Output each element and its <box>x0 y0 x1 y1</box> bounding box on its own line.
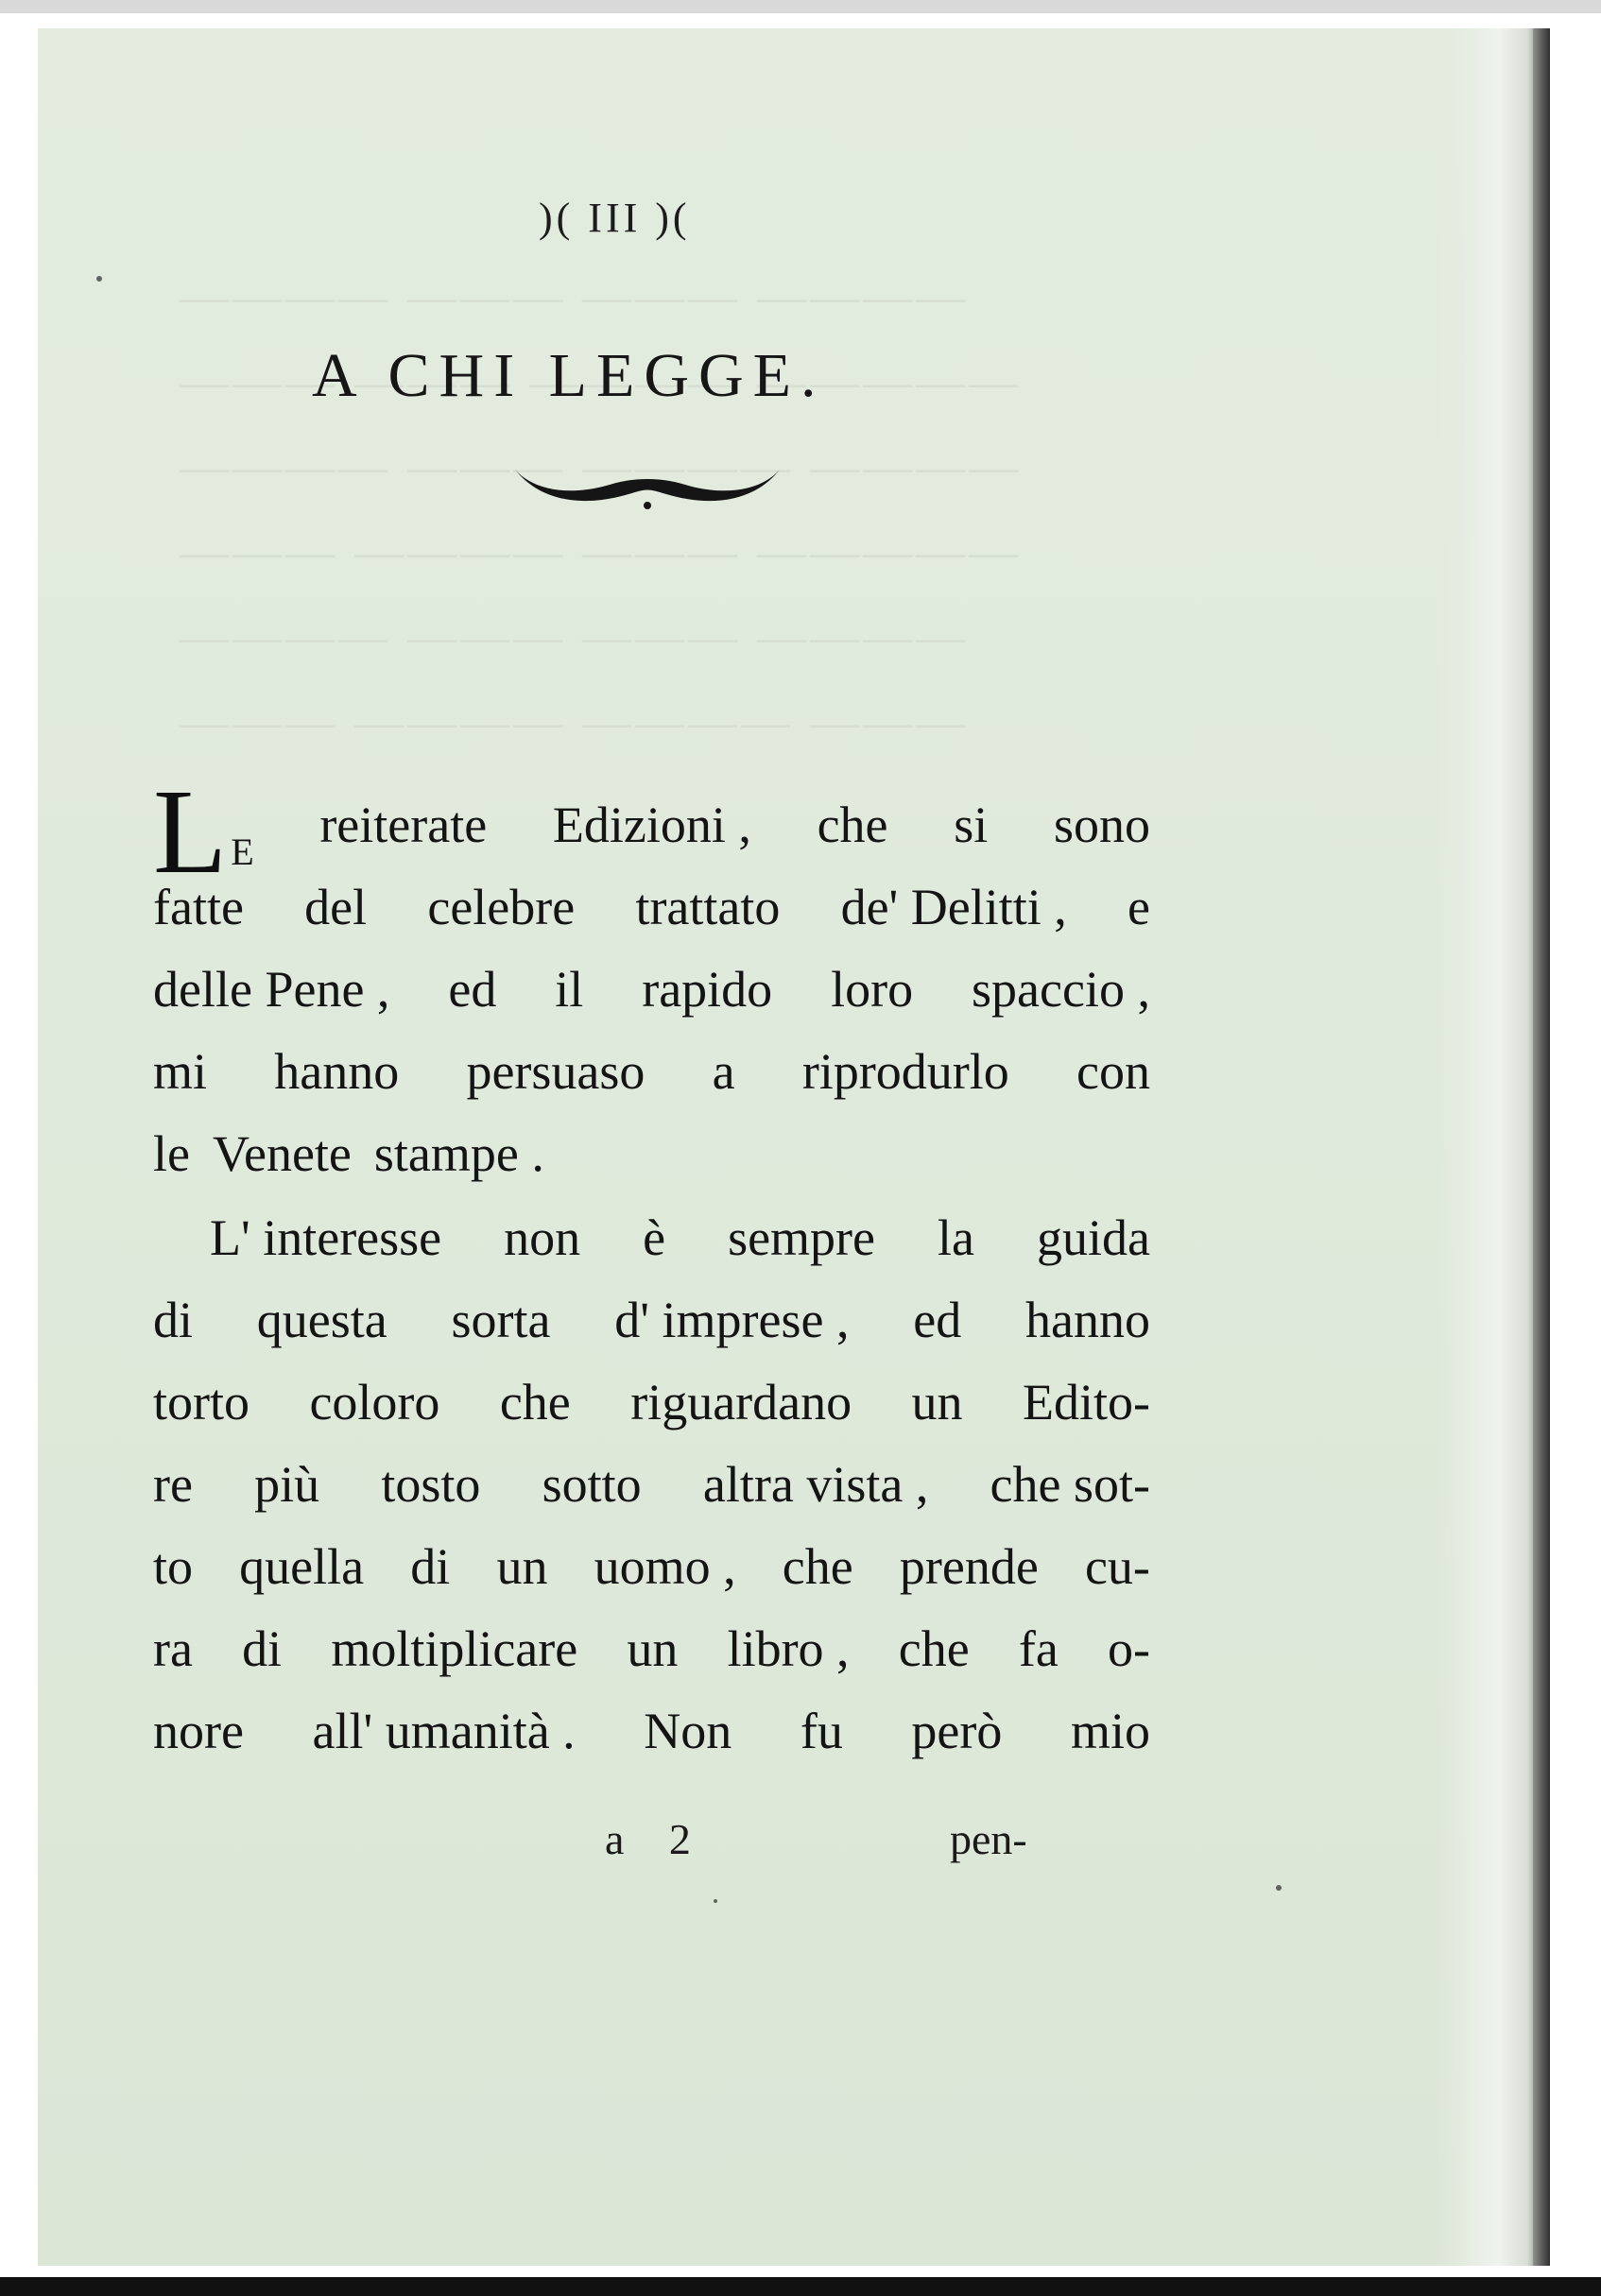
word: a <box>712 1043 735 1100</box>
word: che <box>499 1374 571 1431</box>
word: mi <box>153 1043 208 1100</box>
show-through-text <box>180 694 1125 750</box>
word: uomo , <box>594 1538 736 1595</box>
word: fu <box>800 1703 843 1759</box>
word: torto <box>153 1374 250 1431</box>
word: o- <box>1107 1620 1150 1677</box>
word: che <box>782 1538 853 1595</box>
word: trattato <box>635 879 781 935</box>
word: all' umanità . <box>312 1703 576 1759</box>
word: coloro <box>309 1374 440 1431</box>
word: questa <box>256 1292 387 1348</box>
word: delle Pene , <box>153 961 390 1018</box>
text-line <box>153 1197 1150 1279</box>
paper-speck <box>1276 1885 1282 1891</box>
text-line <box>153 1362 1150 1444</box>
body-text <box>153 764 1150 1773</box>
ornament-swash-icon <box>506 449 789 524</box>
text-line <box>153 1031 1150 1113</box>
word: riguardano <box>630 1374 852 1431</box>
paragraph-2 <box>153 1197 1150 1773</box>
word: spaccio , <box>972 961 1150 1018</box>
word: sotto <box>542 1456 642 1513</box>
paragraph-1 <box>153 866 1150 1195</box>
word: quella <box>239 1538 365 1595</box>
word: sono <box>1053 797 1150 853</box>
show-through-text <box>180 269 1125 325</box>
word: di <box>242 1620 283 1677</box>
word: non <box>504 1209 581 1266</box>
word: prende <box>899 1538 1039 1595</box>
word: reiterate <box>319 797 488 853</box>
signature-mark: a 2 <box>605 1815 708 1863</box>
word: che <box>898 1620 970 1677</box>
text-line <box>153 1444 1150 1526</box>
word: moltiplicare <box>331 1620 578 1677</box>
show-through-text <box>180 609 1125 665</box>
paper-speck <box>96 276 102 282</box>
word: stampe . <box>373 1125 544 1182</box>
word: sorta <box>451 1292 551 1348</box>
text-line <box>153 1279 1150 1362</box>
word: la <box>937 1209 974 1266</box>
word: ed <box>448 961 497 1018</box>
word: è <box>643 1209 666 1266</box>
word: Edizioni , <box>552 797 751 853</box>
word: persuaso <box>466 1043 646 1100</box>
word: E <box>231 831 254 873</box>
show-through-text <box>180 524 1125 580</box>
word: Non <box>644 1703 732 1759</box>
scan-top-border <box>0 0 1601 13</box>
word: nore <box>153 1703 244 1759</box>
word: hanno <box>274 1043 400 1100</box>
word: del <box>304 879 368 935</box>
text-line <box>153 866 1150 949</box>
text-line <box>153 1526 1150 1608</box>
word: riprodurlo <box>801 1043 1009 1100</box>
word: loro <box>831 961 914 1018</box>
word: tosto <box>381 1456 481 1513</box>
word: libro , <box>727 1620 850 1677</box>
word: Venete <box>212 1125 352 1182</box>
word: rapido <box>642 961 773 1018</box>
word: però <box>911 1703 1003 1759</box>
text-line <box>153 764 1150 899</box>
word: re <box>153 1456 193 1513</box>
word: che sot- <box>990 1456 1150 1513</box>
word: celebre <box>427 879 576 935</box>
word: hanno <box>1024 1292 1150 1348</box>
word: un <box>496 1538 548 1595</box>
text-line <box>153 1113 1150 1195</box>
text-line <box>153 949 1150 1031</box>
page-edge-shadow <box>1533 28 1550 2266</box>
word: di <box>410 1538 451 1595</box>
word: altra vista , <box>702 1456 929 1513</box>
word: guida <box>1036 1209 1150 1266</box>
word: Edito- <box>1022 1374 1150 1431</box>
word: si <box>954 797 989 853</box>
page-title: A CHI LEGGE. <box>312 341 826 410</box>
word: sempre <box>728 1209 875 1266</box>
catchword: pen- <box>950 1815 1027 1863</box>
word: un <box>911 1374 963 1431</box>
word: un <box>627 1620 679 1677</box>
text-line <box>153 1608 1150 1690</box>
word: che <box>817 797 888 853</box>
page-number-header: )( III )( <box>539 195 691 241</box>
word: cu- <box>1084 1538 1150 1595</box>
word: il <box>555 961 584 1018</box>
word: con <box>1076 1043 1150 1100</box>
word: ra <box>153 1620 193 1677</box>
word: de' Delitti , <box>840 879 1067 935</box>
paper-speck <box>714 1899 717 1903</box>
word: fa <box>1018 1620 1059 1677</box>
word: di <box>153 1292 194 1348</box>
word: d' imprese , <box>614 1292 850 1348</box>
word: e <box>1128 879 1150 935</box>
word: fatte <box>153 879 244 935</box>
text-line <box>153 1690 1150 1773</box>
word: ed <box>913 1292 962 1348</box>
word: più <box>254 1456 320 1513</box>
word: to <box>153 1538 194 1595</box>
book-page <box>38 28 1550 2266</box>
word: mio <box>1070 1703 1150 1759</box>
word: le <box>153 1125 190 1182</box>
scan-bottom-border <box>0 2277 1601 2296</box>
drop-cap: L <box>153 764 228 899</box>
word: L' interesse <box>210 1209 442 1266</box>
